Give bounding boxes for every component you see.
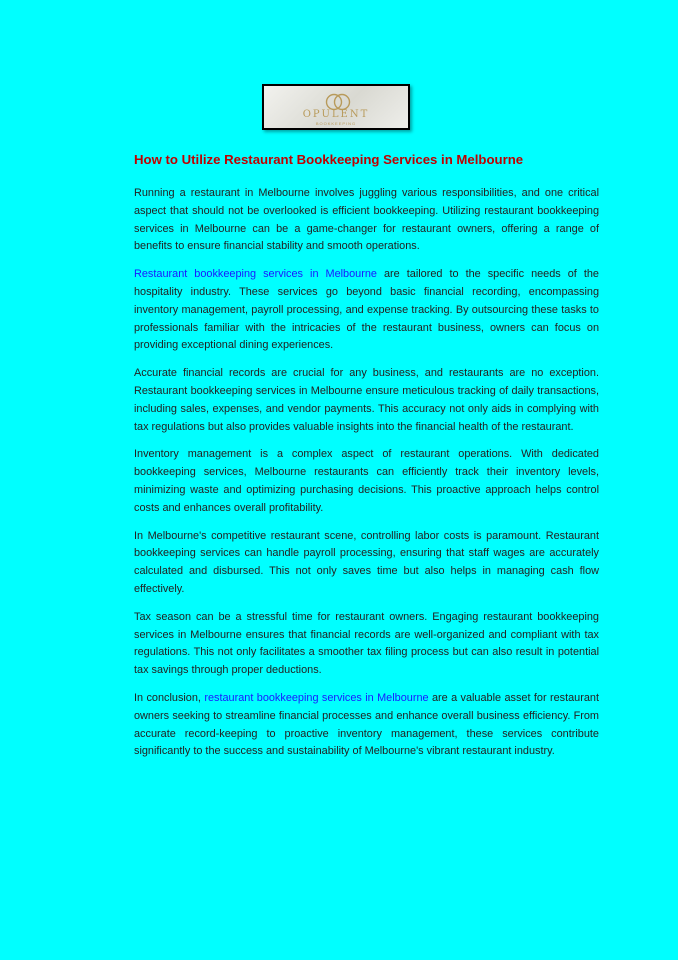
paragraph-intro: Running a restaurant in Melbourne involves juggling various responsibilities, and one critical aspect that should not be overlooked is efficient bookkeeping. Utilizing restaurant bookkeeping services in Melbourne can be a game-changer for restaurant owners, offering a range of benefits to ensure financial stability and smooth operations. (134, 187, 599, 253)
paragraph-payroll: In Melbourne's competitive restaurant scene, controlling labor costs is paramount. Restaurant bookkeeping services can handle payroll processing, ensuring that staff wages are accurately calculated and disbursed. This not only saves time but also helps in managing cash flow effectively. (134, 529, 599, 595)
paragraph-tax: Tax season can be a stressful time for restaurant owners. Engaging restaurant bookkeeping services in Melbourne ensures that financial records are well-organized and compliant with tax regulations. This not only facilitates a smoother tax filing process but can also result in potential tax savings through proper deductions. (134, 610, 599, 677)
logo-wordmark: OPULENT (302, 109, 370, 120)
paragraph-tailored-text: are tailored to the specific needs of the hospitality industry. These services go beyond basic financial recording, encompassing inventory management, payroll processing, and expense tracking. By outsourcing these tasks to professionals familiar with the intricacies of the restaurant business, owners can focus on providing exceptional dining experiences. (134, 268, 599, 352)
article-title: How to Utilize Restaurant Bookkeeping Services in Melbourne (134, 152, 524, 167)
restaurant-bookkeeping-link[interactable]: Restaurant bookkeeping services in Melbourne (134, 268, 377, 281)
paragraph-inventory: Inventory management is a complex aspect of restaurant operations. With dedicated bookkeeping services, Melbourne restaurants can efficiently track their inventory levels, minimizing waste and optimizing purchasing decisions. This proactive approach helps control costs and enhances overall profitability. (134, 448, 599, 514)
paragraph-conclusion-text: are a valuable asset for restaurant owners seeking to streamline financial processes and enhance overall business efficiency. From accurate record-keeping to proactive inventory management, these services contribute significantly to the success and sustainability of Melbourne's vibrant restaurant industry. (134, 691, 600, 758)
logo-subtitle: BOOKKEEPING (315, 121, 357, 126)
company-logo (262, 84, 410, 130)
conclusion-bookkeeping-link[interactable]: restaurant bookkeeping services in Melbourne (204, 691, 429, 704)
article (134, 150, 599, 771)
paragraph-conclusion-intro: In conclusion, (134, 691, 205, 704)
paragraph-conclusion (134, 690, 599, 761)
paragraph-tailored (134, 266, 599, 355)
paragraph-accuracy: Accurate financial records are crucial for any business, and restaurants are no exception. Restaurant bookkeeping services in Melbourne ensure meticulous tracking of daily transactions, including sales, expenses, and vendor payments. This accuracy not only aids in complying with tax regulations but also provides valuable insights into the financial health of the restaurant. (134, 367, 599, 433)
